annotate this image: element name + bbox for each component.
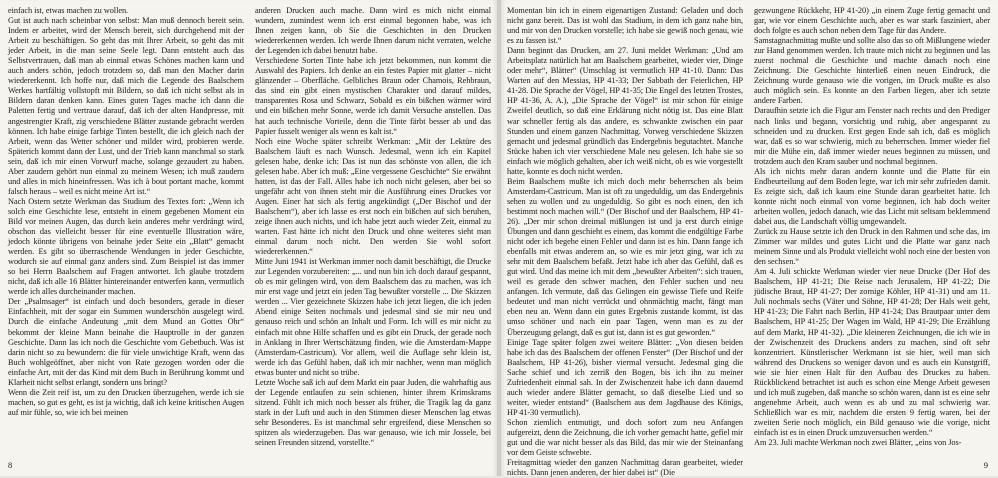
paragraph: Nach Ostern setzte Werkman das Studium des Textes fort: „Wenn ich solch eine Geschichte lese, entsteht in einem gegebenen Moment ein Bild vor meinen Augen, das durch kein anderes mehr verdrängt wird, obschon das vielleicht besser für eine eventuelle Illustration wäre, jedoch könnte übrigens von beinahe jeder Seite ein „Blatt“ gemacht werden. Es gibt so überraschende Wendungen in jeder Geschichte, wodurch sie auf einmal ganz anders sind. Zum Beispiel ist das immer so bei Herrn Baalschem auf Fragen antwortet. Ich glaube trotzdem nicht, daß ich alle 16 Blätter hintereinander entwerfen kann, vermutlich werde ich alles durcheinander machen.: [8, 196, 244, 297]
right-page: [499, 0, 998, 476]
paragraph: Schon ziemlich entmutigt, und doch sofort zum neu Anfangen aufgereizt, denn die Zeichnung, die ich vorher gemacht hatte, gefiel mir gut und die war nicht besser als das Bild, das mir wie der Steinanfang vor dem Geiste schwebte.: [507, 417, 743, 458]
left-column-1: [8, 6, 244, 458]
paragraph: einfach ist, etwas machen zu wollen.: [8, 6, 129, 15]
paragraph: Momentan bin ich in einem eigenartigen Zustand: Geladen und doch nicht ganz bereit. Das ist wohl das Stadium, in dem ich ganz nahe bin, und mir von den Drucken vorstelle; ich habe sie gewiß noch genau, wie es zu fassen ist.“: [507, 6, 743, 46]
paragraph: Wenn die Zeit reif ist, um zu den Drucken überzugehen, werde ich sie machen, so gut es geht, es ist ja wichtig, daß ich keine kritischen Augen auf mir fühle, so, wie ich bei meinen: [8, 387, 244, 417]
left-page: [0, 0, 499, 476]
paragraph: Einige Tage später folgen zwei weitere Blätter: „Von diesen beiden habe ich das des Baalschem der offenen Fenster“ (Der Bischof und der Baalschem, HP 41-26), bisher viermal versucht. Jedesmal ging die Sache schief und ich zerriß den Bogen, bis ich ihn zu meiner Zufriedenheit einmal sah. In der Zwischenzeit habe ich dann dauernd auch wieder andere Blätter gemacht, so daß dieselbe Lied und so weiter, wieder entstand“ (Baalschem aus dem Jagdhause des Königs, HP 41-30 vermutlich).: [507, 337, 743, 417]
paragraph: Noch eine Woche später schreibt Werkman: „Mit der Lektüre des Baalschem läuft es nach Wunsch. Jedesmal, wenn ich ein Kapitel gelesen habe, denke ich: Das ist nun das schönste von allen, die ich gelesen habe. Aber ich muß: „Eine vergessene Geschichte“ Sie erwähnt hatten, ist das der Fall. Alles habe ich noch nicht gelesen, aber bei so ungefähr acht von ihnen steht mir die Ausführung eines Druckes vor Augen. Einer hat sich als fertig angekündigt („Der Bischof und der Baalschem“), aber ich lasse es erst noch ein bißchen auf sich beruhen, zeige ihnen auch nichts, und ich habe jetzt auch wieder Zeit, einmal zu warten. Fast hätte ich nicht den Druck und ohne weiteres sieht man einmal darum noch nicht. Den werden Sie wohl sofort wiedererkennen.“: [255, 136, 491, 257]
paragraph: anderen Drucken auch mache. Dann wird es mich nicht einmal wundern, zumindest wenn ich erst einmal begonnen habe, was ich Ihnen zeigen kann, ob Sie die Geschichten in den Drucken wiedererkennen werden. Ich werde Ihnen darum nicht verraten, welche der Legenden ich dabei benutzt habe.: [255, 6, 491, 56]
paragraph: Verschiedene Sorten Tinte habe ich jetzt bekommen, nun kommt die Auswahl des Papiers. Ich denke an ein festes Papier mit glatter – nicht glänzender – Oberfläche. Gelbliches Braun oder Chamois, Rehbraun, das sind ein gibt einen mystischen Charakter und darauf mildes, transparentes Rosa und Schwarz, Sobald es ein bißchen wärmer wird und ein bißchen mehr Sonne, werde ich damit Versuche anstellen. Das hat auch technische Vorteile, denn die Tinte färbt besser ab und das Papier fusselt weniger als wenn es kalt ist.“: [255, 56, 491, 136]
paragraph: Dann beginnt das Drucken, am 27. Juni meldet Werkman: „Und am Arbeitsplatz natürlich hat am Baalschem gearbeitet, wieder vier, Dinge oder mehr“, Blätter“ (Umschlag ist vermutlich HP 41-10. Dann: Das Warten auf den Messias, HP 41-33; Der Sabbath der Feierlichen, HP 41-28. Die Sprache der Vögel, HP 41-35; Die Engel des letzten Trostes, HP 41-36, A. A.), „Die Sprache der Vögel“ ist mir schon für einige Zweifel deutlich, so daß eine Erklärung nicht nötig ist. Das eine Blatt war schneller fertig als das andere, es schwankte zwischen ein paar Stunden und einem ganzen Nachmittag. Vorweg verschiedene Skizzen gemacht und jedesmal gründlich das Endergebnis begutachtet. Manche Stücke haben ich vier verschiedene Male neu gelesen. Ich habe sie so einfach wie möglich gehalten, aber ich weiß nicht, ob es wie vorgestellt hatte, konnte es doch nicht werden.: [507, 46, 743, 176]
paragraph: Letzte Woche saß ich auf dem Markt ein paar Juden, die wahrhaftig aus der Legende entlaufen zu sein schienen, hinter ihrem Krimskrams sitzend. Fühlt ich mich noch besser als früher, die Tragik lag da ganz stark in der Luft und auch in den Stimmen dieser Menschen lag etwas sehr Besonderes. Es ist manchmal sehr ergreifend, diese Menschen so spitzen als wiederzugeben. Das war genauso, wie ich mir Jossele, bei seinen Freunden sitzend, vorstellte.“: [255, 377, 491, 448]
book-gutter: [497, 0, 501, 476]
left-column-2: [255, 6, 491, 458]
right-page-columns: [507, 6, 990, 478]
paragraph: Gut ist auch nach scheinbar von selbst: Man muß dennoch bereit sein. Indem er arbeitet, wird der Mensch bereit, sich durchgehend mit der Arbeit zu beschäftigen. So geht das mit Ihrer Arbeit, so geht das mit jeder Arbeit, in die man seine Seele legt. Dann entsteht auch das Selbstvertrauen, daß man ab einmal etwas Schönes machen kann und auch anders schön, jedoch trotzdem so, daß man den Macher darin wiedererkennt. Ich hoffe nur, daß mich die Legende des Baalschem Werkes hartfältig vollstopft mit Bildern, so daß ich nicht selbst als in Bildern daran denken kann. Eines guten Tages mache ich dann die Paletten fertig und vertraue darauf, daß ich der alten Handpresse, mit angestrengter Kraft, zig verschiedene Blätter zustande gebracht werden können. Ich habe einige farbige Tinten bestellt, die ich gleich nach der Arbeit, wenn das Wetter schöner und milder wird, probieren werde. Späterich kommt dann der Lust, und der Trieb kann manchmal so stark sein, daß ich mir einen Vorwurf mache, solange gezaudert zu haben. Aber zaudern gehört nun einmal zu meinem Wesen; ich muß zaudern und alles in mich hineinfressen. Was ich à bout portant mache, kommt falsch heraus – weil es nicht meine Art ist.“: [8, 16, 244, 196]
page-number-right: 9: [983, 460, 988, 470]
paragraph: Am 4. Juli schickte Werkman wieder vier neue Drucke (Der Hof des Baalschem, HP 41-21; Die Reise nach Jerusalem, HP 41-22; Die jüdische Braut, HP 41-27; Der zornige Köhler, HP 41-31) und am 11. Juli nochmals sechs (Väter und Söhne, HP 41-28; Der Hals weit geht, HP 41-23; Die Fahrt nach Berlin, HP 41-24; Das Brautpaar unter dem Baalschem, HP 41-25; Der Wagen im Wald, HP 41-29; Die Erzählung auf dem Markt, HP 41-32). „Die kleineren Zeichnungen, die ich wie in der Zwischenzeit des Druckens anders zu machen, sind oft sehr konzentriert. Künstlerischer Werkmann ist sie hier, weil man sich während des Druckens so weniger davon und es auch ein Kunstgriff, wie sie hier einen Halt für den Aufbau des Druckes zu haben. Rückblickend betrachtet ist auch es schon eine Menge Arbeit gewesen und ich muß zugeben, daß manche so schön waren, dann ist es eine sehr angenehme Arbeit, auch wenn es ab und zu mal schwierig war. Schließlich war es mir, nachdem die ersten 9 fertig waren, bei der zweiten Serie noch möglich, ein Bild genauso wie die vorige, nicht einfach ist es in einen Druck umzuversuchen werden.“: [754, 267, 990, 437]
page-number-left: 8: [8, 460, 13, 470]
paragraph: Am 23. Juli machte Werkman noch zwei Blätter, „eins von Jos-: [754, 438, 962, 448]
paragraph: gezwungene Rückkehr, HP 41-20) „in einem Zuge fertig gemacht und gar, wie vor einem Geschichte auch, aber es war stark fasziniert, aber doch folgte es auch schon neben dem Tage für das Andere.: [754, 6, 990, 36]
right-column-2: [754, 6, 990, 458]
left-page-columns: [8, 6, 491, 458]
paragraph: Samstagnachmittag mußte und sollte also das so oft Mißlungene wieder zur Hand genommen werden. Ich traute mich nicht zu beginnen und las zuerst nochmal die Geschichte und machte danach noch eine Zeichnung. Die Geschichte hinterließ einen neuen Eindruck, die Zeichnung wurde genauso wie die vorigen, im Druck mußte es also auch möglich sein. Es konnte an den Farben liegen, aber ich setzte andere Farben.: [754, 36, 990, 106]
paragraph: Beim Baalschem mußte ich mich doch mehr beherrschen als beim Amsterdam-Castricum. Man ist oft zu ungeduldig, um das Endergebnis sehen zu wollen und zu ungeduldig. So gibt es noch einen, den ich bestimmt noch machen will.“ (Der Bischof und der Baalschem, HP 41-26). „Der mir schon dreimal mißlungen ist und ja erst durch einige Übungen und dann geschieht es einem, das kommt die endgültige Farbe nicht oder ich begehe einen Fehler und dann ist es hin. Dann fange ich ebenfalls mit etwas anderem an, so wie es mir jetzt ging, war ich zu sehr mit dem Baalschem befaßt. Jetzt habe ich aber das Gefühl, daß es gut wird. Und das meine ich mit dem „bewußter Arbeiten“: sich trauen, weil es gerade den schwer machen, den Fehler suchen und neu anfangen. Ich vermute, daß das Gelingen ein gewisse Tiefe und Reife bedeutet und man nicht verrückt und ohnmächtig macht, fängt man eben neu an. Wenn dann ein gutes Ergebnis zustande kommt, ist das umso schöner und nach ein paar Tagen, wenn man es zu der Überzeugung gelangt, daß es gut ist, dann ist es gut geworden.“: [507, 176, 743, 337]
paragraph: Mitte Juni 1941 ist Werkman immer noch damit beschäftigt, die Drucke zur Legenden vorzubereiten: „... und nun bin ich doch darauf gespannt, ob es mir gelingen wird, von dem Baalschem das zu machen, was ich mir erst vage und jetzt ein jeden Tag bewußter vorstelle ... Die Skizzen werden ... Vier gezeichnete Skizzen habe ich jetzt liegen, die ich jeden Abend einige Seiten nochmals und jedesmal sind sie mir neu und genauso reich und schön an Inhalt und Form. Ich will es mir nicht zu einfach mit ohne Hilfe schaffen und es gibt ein Druck, der gerade noch in Anklang in Ihrer Wertschätzung finden, wie die Amsterdam-Mappe (Amsterdam-Castricum). Vor allem, weil die Auflage sehr klein ist, werde ich das Gefühl haben, daß ich mir nachher, wenn man möglich etwas bunter und nicht so trübe.: [255, 257, 491, 377]
paragraph: Daraufhin setzte ich die Figur am Fenster nach rechts und den Prediger nach links und begann, vorsichtig und ruhig, aber angespannt zu schneiden und zu drucken. Erst gegen Ende sah ich, daß es möglich war, daß es so war schwierig, mich zu beherrschen. Immer wieder fiel mir die Mühe ein, daß immer wieder neues beginnen zu müssen, und trotzdem auch den Kram sauber und nochmal beginnen.: [754, 106, 990, 166]
paragraph: Der „Psalmsager“ ist einfach und doch besonders, gerade in dieser Einfachheit, mit der sogar ein Summen wunderschön ausgelegt wird. Durch die einfache Andeutung „mit dem Mund an Gottes Ohr“ bekommt der kleine Mann beinahe die Hauptrolle in der ganzen Geschichte. Dann las ich noch die Geschichte vom Gebetbuch. Was ist darin nicht so zu bewundern: die für viele unwichtige Kraft, wenn das Buch wohlgeöffnet, aber nicht von Rate gezogen worden oder die einfache Art, mit der das Kind mit dem Buch in Berührung kommt und Klarheit nicht selbst erlangt, sondern uns bringt?: [8, 297, 244, 387]
right-column-1: [507, 6, 743, 478]
paragraph: Zurück zu Hause setzte ich den Druck in den Rahmen und sche das, im Zimmer war mildes und gutes Licht und die Platte war ganz nach meinem Sinne und als Produkt vielleicht wohl noch eine der besten von den sechsen.“: [754, 227, 990, 267]
paragraph: Als ich nichts mehr daran andern konnte und die Platte für ein Endbeurteilung auf dem Boden legte, war ich mir sehr zufrieden damit. Es zeigte sich, daß ich kaum eine Stunde daran gearbeitet hatte. Ich konnte nicht noch einmal von vorne beginnen, ich hab doch weiter arbeiten wollen, jedoch danach, wie das Licht mit seltsam beklemmend dabei aus, die Landschaft völlig umgewandelt.: [754, 166, 990, 226]
paragraph: Freitagmittag wieder den ganzen Nachmittag daran gearbeitet, wieder nichts. Dann jenen anderen, der hier dabei ist“ (Die: [507, 458, 743, 478]
